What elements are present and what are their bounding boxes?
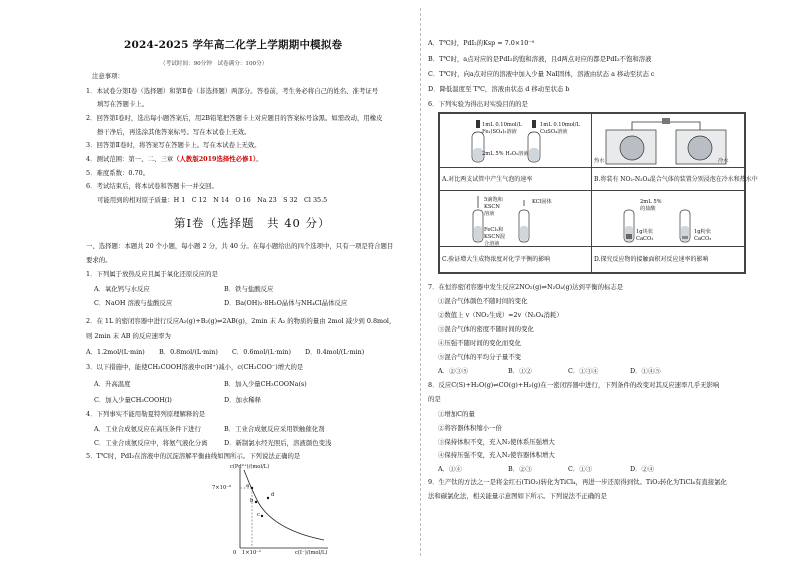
- intro-a: 一、选择题：本题共 20 个小题，每小题 2 分，共 40 分。在每小题给出的四个选项中，只有一项是符合题目: [86, 242, 394, 250]
- graph-ylabel: c(Pd²⁺)/(mol/L): [230, 464, 270, 470]
- q7-item-4: ④压强不随时间的变化而变化: [438, 339, 522, 347]
- q1-stem: 1．下列属于放热反应且属于氧化还原反应的是: [86, 270, 218, 278]
- q4-option-c: C．工业合成氨反应中，将氨气液化分离: [94, 439, 208, 447]
- q8-item-1: ①增加C的量: [438, 410, 475, 418]
- q7-option-a: A．②③⑤: [438, 367, 469, 375]
- graph-label-d: d: [271, 492, 275, 498]
- q6-stem: 6．下列实验为得出对实验目的的是: [428, 100, 528, 108]
- c-label-fe3: 合溶液: [484, 241, 500, 247]
- q2-stem2: 则 2min 末 AB 的反应速率为: [86, 332, 171, 340]
- note-2b: 擦干净后，再选涂其他答案标号。写在本试卷上无效。: [97, 128, 251, 136]
- c-label-kscn3: 溶液: [484, 211, 495, 217]
- q1-option-a: A．氧化钙与水反应: [94, 285, 150, 293]
- q5-option-b: B．T℃时，a点对应的是PdI₂的饱和溶液，且d两点对应的都是PdI₂不饱和溶液: [428, 55, 652, 63]
- q8-option-a: A．①④: [438, 465, 462, 473]
- q3-option-b: B．加入少量CH₃COONa(s): [224, 380, 307, 388]
- c-label-kscn2: KSCN: [484, 204, 500, 210]
- q7-item-3: ③混合气体的密度不随时间的变化: [438, 325, 534, 333]
- caption-a: A.对比两支试管中产生气泡的速率: [442, 176, 533, 183]
- q3-stem: 3．以下措施中，能使CH₃COOH溶液中c(H⁺)减小，c(CH₃COO⁻)增大的是: [86, 363, 304, 371]
- experiment-b-drawing: [596, 114, 736, 166]
- graph-yval: 7×10⁻⁶: [212, 485, 232, 491]
- q5-option-c: C．T℃时，向a点对应的溶液中加入少量 NaI固体，溶液由状态 a 移动至状态 c: [428, 70, 655, 78]
- exam-subtitle: （考试时间：90分钟 试卷满分：100分）: [160, 61, 268, 67]
- c-label-fe2: KSCN混: [484, 234, 506, 240]
- q5-option-d: D．降低温度至 T℃，溶液由状态 d 移动至状态 b: [428, 85, 570, 93]
- q9-stem-a: 9．生产钛的方法之一是将金红石(TiO₂)转化为TiCl₄，再进一步还原得到钛。TiO₂转化为TiCl₄有直接氯化: [428, 478, 727, 486]
- q4-option-a: A．工业合成氨反应在高压条件下进行: [94, 425, 201, 433]
- graph-label-c: c: [257, 512, 260, 518]
- q7-item-1: ①混合气体颜色不随时间的变化: [438, 297, 528, 305]
- intro-b: 要求的。: [86, 256, 112, 264]
- a-label-4: CuSO₄溶液: [540, 129, 568, 135]
- exam-title: 2024-2025 学年高二化学上学期期中模拟卷: [124, 39, 343, 51]
- q3-option-d: D．加水稀释: [224, 396, 262, 404]
- q7-stem: 7．在恒容密闭容器中发生反应2NO₂(g)⇌N₂O₄(g)达到平衡的标志是: [428, 283, 624, 291]
- note-3: 3．回答第Ⅱ卷时，将答案写在答题卡上。写在本试卷上无效。: [86, 141, 261, 149]
- point-b: [255, 501, 257, 503]
- q3-option-c: C．加入少量CH₃COOH(l): [94, 396, 172, 404]
- q8-item-2: ②将容器体积缩小一倍: [438, 424, 502, 432]
- a-label-1: 1mL 0.10mol/L: [482, 122, 522, 128]
- caption-b: B.将装有 NO₂-N₂O₄混合气体的装置分别浸泡在冷水和热水中: [594, 176, 758, 183]
- q8-stem2: 的是: [428, 395, 441, 403]
- a-label-3: 1mL 0.10mol/L: [540, 122, 580, 128]
- note-4-text: 4．测试范围：第一、二、三章: [86, 155, 174, 163]
- q8-item-3: ③保持体积不变，充入N₂使体系压强增大: [438, 438, 555, 446]
- equilibrium-curve: [244, 470, 324, 540]
- q8-option-d: D．②④: [630, 465, 655, 473]
- q4-option-d: D．新制氯水经光照后，溶液颜色变浅: [224, 439, 332, 447]
- section-heading: 第Ⅰ卷（选择题 共 40 分）: [174, 216, 331, 230]
- graph-xlabel: c(I⁻)/(mol/L): [295, 550, 328, 556]
- point-a: [251, 487, 253, 489]
- caption-d: D.探究反应物的接触面积对反应速率的影响: [594, 256, 709, 263]
- a-label-5: 2mL 5% H₂O₂溶液: [482, 151, 529, 157]
- q7-option-b: B．①②: [508, 367, 532, 375]
- graph-label-b: b: [250, 498, 254, 504]
- d-label-hcl: 2mL 5%: [640, 199, 662, 205]
- q7-option-c: C．①③④: [568, 367, 599, 375]
- q3-option-a: A．升高温度: [94, 380, 131, 388]
- graph-label-a: a: [246, 483, 250, 489]
- d-label-caco3: 1g粉状: [694, 229, 711, 235]
- note-1b: 填写在答题卡上。: [97, 100, 149, 108]
- q1-option-d: D．Ba(OH)₂·8H₂O晶体与NH₄Cl晶体反应: [224, 299, 348, 307]
- atomic-masses: 可能用到的相对原子质量：H 1 C 12 N 14 O 16 Na 23 S 32 Cl 35.5: [97, 196, 328, 204]
- d-label-caco4: CaCO₃: [694, 236, 712, 242]
- q1-option-b: B．铁与盐酸反应: [224, 285, 274, 293]
- b-label-hot: 热水: [594, 158, 605, 164]
- q8-item-4: ④保持压强不变，充入N₂使容器体积增大: [438, 451, 555, 459]
- note-4-scope: （人教版2019选择性必修1）: [173, 155, 257, 163]
- a-label-2: Fe₂(SO₄)₃溶液: [482, 129, 517, 135]
- d-label-caco1: 1g块状: [636, 229, 653, 235]
- q2-option-c: C．0.6mol/(L·min): [232, 348, 292, 356]
- q5-stem: 5．T℃时，PdI₂在溶液中的沉淀溶解平衡曲线如图所示。下列说法正确的是: [86, 452, 301, 460]
- q8-stem: 8．反应C(S)+H₂O(g)⇌CO(g)+H₂(g)在一密闭容器中进行，下列条件的改变对其反应速率几乎无影响: [428, 381, 720, 389]
- c-label-kcl: KCl固体: [532, 199, 552, 205]
- note-4: [86, 155, 263, 164]
- graph-origin: 0: [233, 550, 237, 556]
- q8-option-c: C．①③: [568, 465, 593, 473]
- column-divider: [420, 8, 421, 556]
- q4-option-b: B．工业合成氨反应采用铁触催化剂: [224, 425, 325, 433]
- q7-option-d: D．①④⑤: [630, 367, 661, 375]
- q2-option-b: B．0.8mol/(L·min): [159, 348, 218, 356]
- note-4-end: 。: [256, 155, 263, 163]
- note-5: 5．难度系数：0.70。: [86, 169, 150, 177]
- point-c: [261, 515, 263, 517]
- b-label-cold: 冷水: [718, 158, 729, 164]
- q7-item-5: ⑤混合气体的平均分子量不变: [438, 353, 522, 361]
- note-2a: 2．回答第Ⅰ卷时，选出每小题答案后，用2B铅笔把答题卡上对应题目的答案标号涂黑。如需改动，用橡皮: [86, 114, 383, 122]
- point-d: [267, 497, 269, 499]
- q1-option-c: C．NaOH 溶液与盐酸反应: [94, 299, 173, 307]
- q5-option-a: A．T℃时，PdI₂的Ksp = 7.0×10⁻⁹: [428, 39, 535, 47]
- c-label-kscn1: 5滴饱和: [484, 197, 503, 203]
- note-1a: 1．本试卷分第Ⅰ卷（选择题）和第Ⅱ卷（非选择题）两部分。答卷前，考生务必将自己的姓名、准考证号: [86, 87, 379, 95]
- q8-option-b: B．②③: [508, 465, 532, 473]
- q2-stem: 2．在 1L 的密闭容器中进行反应A₂(g)+B₂(g)⇌2AB(g)，2min 末 A₂ 的物质的量由 2mol 减少到 0.8mol，: [86, 317, 396, 325]
- notes-heading: 注意事项：: [92, 72, 124, 80]
- c-label-fe1: FeCl₃和: [484, 227, 504, 233]
- q2-option-d: D．0.4mol/(L·min): [305, 348, 365, 356]
- d-label-hcl2: 的盐酸: [640, 206, 656, 212]
- graph-xval: 1×10⁻¹: [242, 550, 262, 556]
- note-6: 6．考试结束后，将本试卷和答题卡一并交回。: [86, 182, 218, 190]
- q4-stem: 4．下列事实不能用勒夏特列原理解释的是: [86, 410, 206, 418]
- q7-item-2: ②数值上 v（NO₂生成）=2v（N₂O₄消耗）: [438, 311, 563, 319]
- q9-stem-b: 法和碳氯化法，相关能量示意图如下所示。下列说法不正确的是: [428, 492, 607, 500]
- solubility-curve-graph: [224, 462, 334, 556]
- q2-option-a: A．1.2mol/(L·min): [86, 348, 145, 356]
- d-label-caco2: CaCO₃: [636, 236, 654, 242]
- caption-c: C.验证增大生成物浓度对化学平衡的影响: [442, 256, 551, 263]
